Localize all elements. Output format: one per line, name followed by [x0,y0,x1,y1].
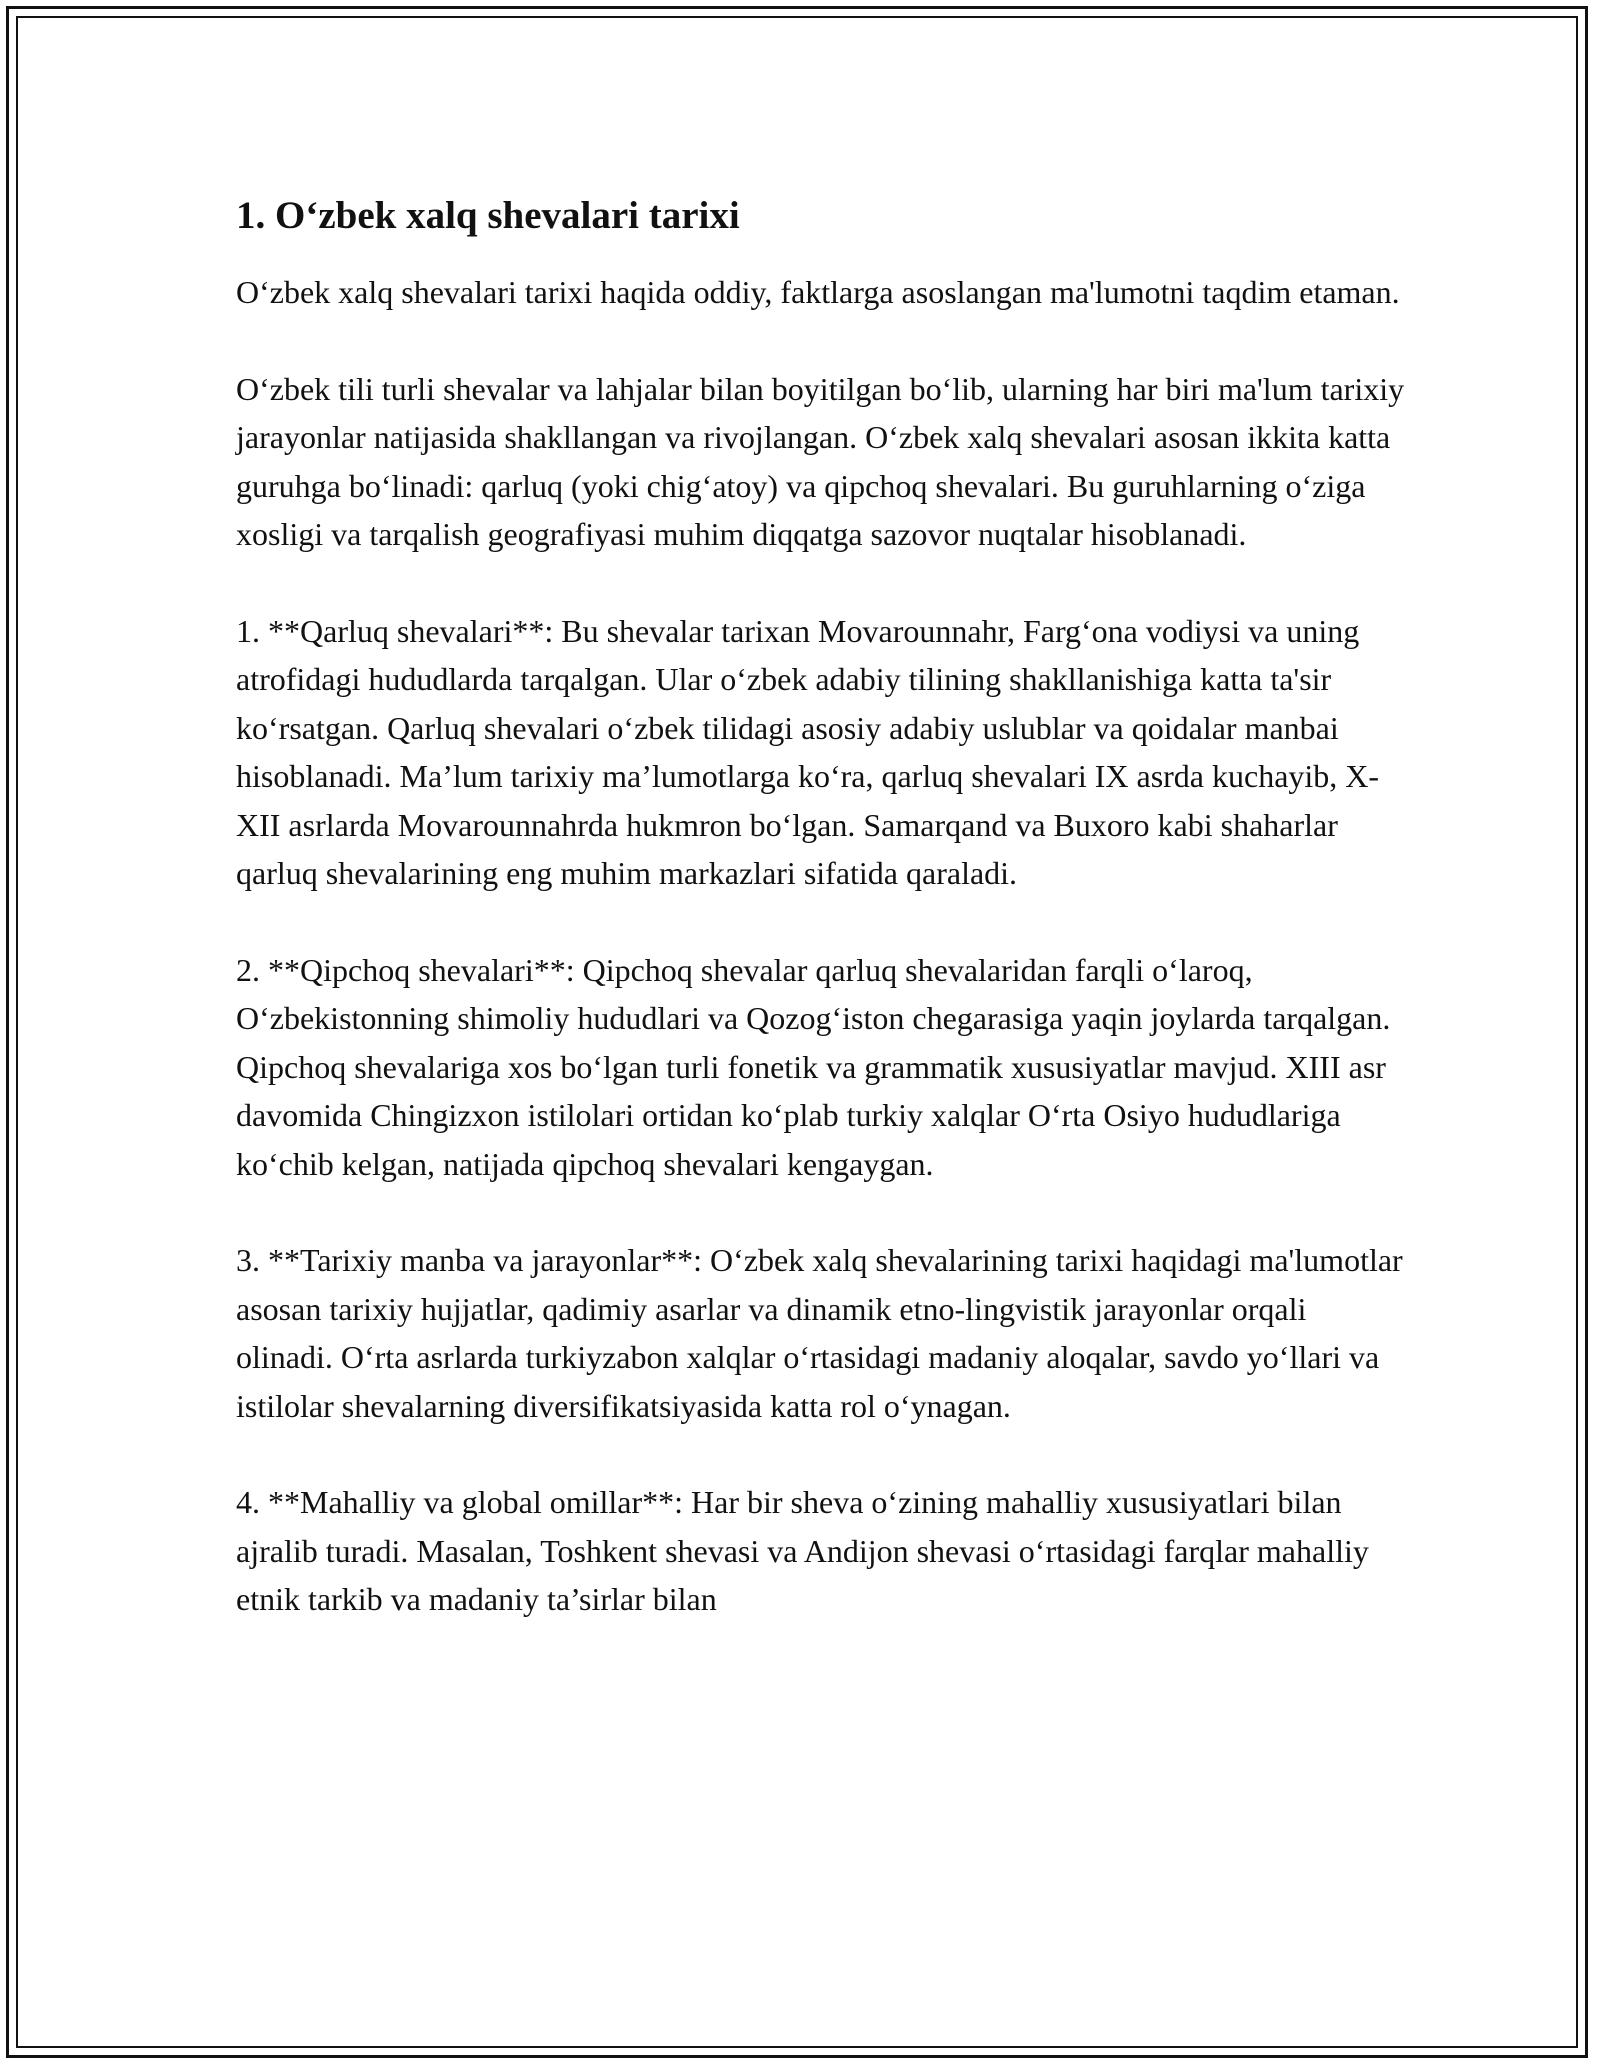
paragraph-qarluq: 1. **Qarluq shevalari**: Bu shevalar tarixan Movarounnahr, Farg‘ona vodiysi va uning atrofidagi hududlarda tarqalgan. Ular o‘zbek adabiy tilining shakllanishiga katta ta'sir ko‘rsatgan. Qarluq shevalari o‘zbek tilidagi asosiy adabiy uslublar va qoidalar manbai hisoblanadi. Ma’lum tarixiy ma’lumotlarga ko‘ra, qarluq shevalari IX asrda kuchayib, X-XII asrlarda Movarounnahrda hukmron bo‘lgan. Samarqand va Buxoro kabi shaharlar qarluq shevalarining eng muhim markazlari sifatida qaraladi. [236,612,1380,891]
paragraph-sources: 3. **Tarixiy manba va jarayonlar**: O‘zbek xalq shevalarining tarixi haqidagi ma'lumotlar asosan tarixiy hujjatlar, qadimiy asarlar va dinamik etno-lingvistik jarayonlar orqali olinadi. O‘rta asrlarda turkiyzabon xalqlar o‘rtasidagi madaniy aloqalar, savdo yo‘llari va istilolar shevalarning diversifikatsiyasida katta rol o‘ynagan. [236,1242,1403,1424]
paragraph-qipchoq: 2. **Qipchoq shevalari**: Qipchoq shevalar qarluq shevalaridan farqli o‘laroq, O‘zbekistonning shimoliy hududlari va Qozog‘iston chegarasiga yaqin joylarda tarqalgan. Qipchoq shevalariga xos bo‘lgan turli fonetik va grammatik xususiyatlar mavjud. XIII asr davomida Chingizxon istilolari ortidan ko‘plab turkiy xalqlar O‘rta Osiyo hududlariga ko‘chib kelgan, natijada qipchoq shevalari kengaygan. [236,951,1391,1182]
document-body [236,188,1406,1672]
paragraph-local-global: 4. **Mahalliy va global omillar**: Har bir sheva o‘zining mahalliy xususiyatlari bilan ajralib turadi. Masalan, Toshkent shevasi va Andijon shevasi o‘rtasidagi farqlar mahalliy etnik tarkib va madaniy ta’sirlar bilan [236,1484,1369,1617]
paragraph-overview: O‘zbek tili turli shevalar va lahjalar bilan boyitilgan bo‘lib, ularning har biri ma'lum tarixiy jarayonlar natijasida shakllangan va rivojlangan. O‘zbek xalq shevalari asosan ikkita katta guruhga bo‘linadi: qarluq (yoki chig‘atoy) va qipchoq shevalari. Bu guruhlarning o‘ziga xosligi va tarqalish geografiyasi muhim diqqatga sazovor nuqtalar hisoblanadi. [236,370,1405,552]
paragraph-intro: O‘zbek xalq shevalari tarixi haqida oddiy, faktlarga asoslangan ma'lumotni taqdim etaman. [236,274,1400,310]
document-heading: 1. O‘zbek xalq shevalari tarixi [236,194,740,237]
